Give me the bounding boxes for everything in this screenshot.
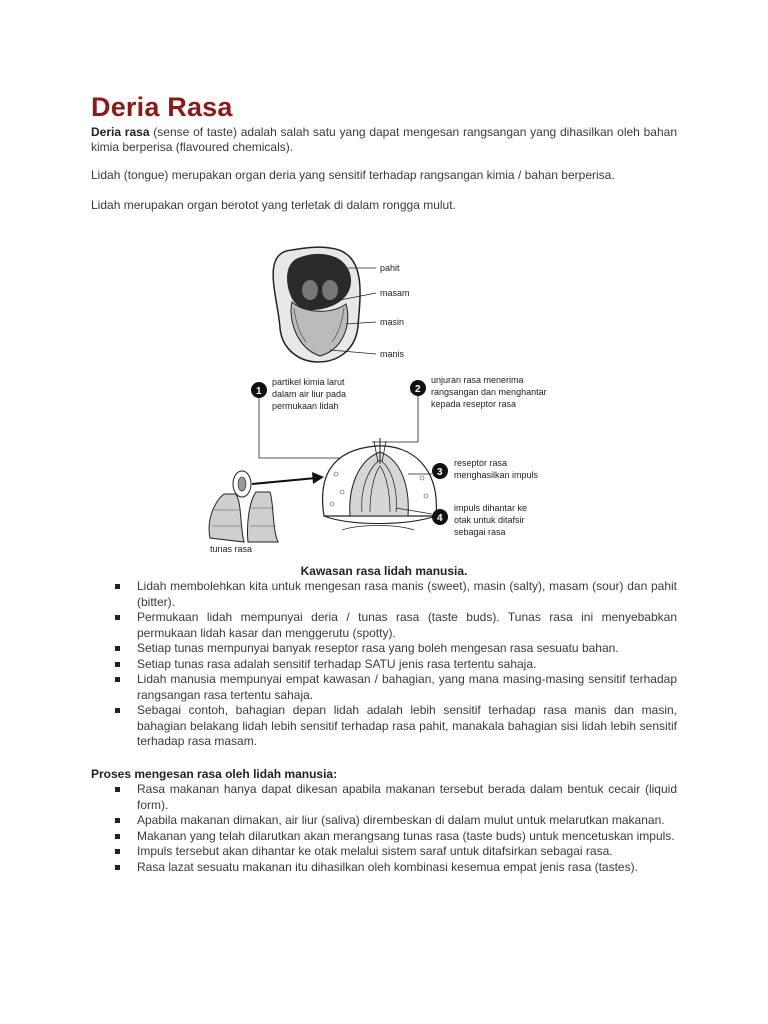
papillae-illustration (209, 471, 324, 542)
bullet-square-icon (115, 849, 120, 854)
bullet-square-icon (115, 787, 120, 792)
step-1-number: 1 (256, 386, 262, 397)
intro-paragraph-1 (91, 125, 677, 155)
bullet-square-icon (115, 584, 120, 589)
step-1-line-3: permukaan lidah (272, 401, 339, 411)
list-item: Setiap tunas mempunyai banyak reseptor rasa yang boleh mengesan rasa sesuatu bahan. (91, 641, 677, 657)
label-manis: manis (380, 349, 405, 359)
step-1-line-2: dalam air liur pada (272, 389, 347, 399)
list-item: Setiap tunas rasa adalah sensitif terhadap SATU jenis rasa tertentu sahaja. (91, 657, 677, 673)
process-list (91, 782, 677, 875)
bullet-square-icon (115, 615, 120, 620)
bullet-square-icon (115, 662, 120, 667)
list-item: Rasa makanan hanya dapat dikesan apabila makanan tersebut berada dalam bentuk cecair (liquid form). (91, 782, 677, 813)
step-3-number: 3 (437, 467, 443, 478)
bullet-square-icon (115, 865, 120, 870)
intro-text: (sense of taste) adalah salah satu yang dapat mengesan rangsangan yang dihasilkan oleh bahan kimia berperisa (flavoured chemicals). (91, 125, 678, 154)
label-masam: masam (380, 288, 410, 298)
label-masin: masin (380, 317, 405, 327)
intro-term: Deria rasa (91, 125, 150, 139)
list-item: Lidah membolehkan kita untuk mengesan rasa manis (sweet), masin (salty), masam (sour) dan pahit (bitter). (91, 579, 677, 610)
bullet-square-icon (115, 834, 120, 839)
section-heading-process: Proses mengesan rasa oleh lidah manusia: (91, 767, 338, 781)
step-4-line-1: impuls dihantar ke (454, 503, 528, 513)
list-item: Lidah manusia mempunyai empat kawasan / bahagian, yang mana masing-masing sensitif terhadap rangsangan rasa tertentu sahaja. (91, 672, 677, 703)
diagram-caption: Kawasan rasa lidah manusia. (300, 564, 468, 578)
bullet-square-icon (115, 708, 120, 713)
intro-paragraph-3: Lidah merupakan organ berotot yang terletak di dalam rongga mulut. (91, 198, 456, 212)
label-tunas-rasa: tunas rasa (210, 544, 253, 554)
intro-paragraph-2: Lidah (tongue) merupakan organ deria yang sensitif terhadap rangsangan kimia / bahan berperisa. (91, 168, 615, 182)
step-4-line-3: sebagai rasa (454, 527, 506, 537)
step-3-line-2: menghasilkan impuls (454, 470, 539, 480)
page-title: Deria Rasa (91, 92, 233, 122)
list-item: Rasa lazat sesuatu makanan itu dihasilkan oleh kombinasi kesemua empat jenis rasa (tastes). (91, 860, 677, 876)
step-2-line-1: unjuran rasa menerima (431, 375, 524, 385)
step-3-line-1: reseptor rasa (454, 458, 508, 468)
label-pahit: pahit (380, 263, 400, 273)
list-item: Impuls tersebut akan dihantar ke otak melalui sistem saraf untuk ditafsirkan sebagai rasa. (91, 844, 677, 860)
taste-facts-list (91, 579, 677, 750)
step-2-line-2: rangsangan dan menghantar (431, 387, 547, 397)
list-item: Permukaan lidah mempunyai deria / tunas rasa (taste buds). Tunas rasa ini menyebabkan permukaan lidah kasar dan menggerutu (spotty). (91, 610, 677, 641)
step-2-number: 2 (415, 384, 421, 395)
tongue-illustration (273, 247, 376, 362)
taste-bud-cross-section (323, 438, 437, 530)
list-item: Apabila makanan dimakan, air liur (saliva) dirembeskan di dalam mulut untuk melarutkan makanan. (91, 813, 677, 829)
tongue-diagram (200, 238, 570, 560)
list-item: Makanan yang telah dilarutkan akan merangsang tunas rasa (taste buds) untuk mencetuskan impuls. (91, 829, 677, 845)
bullet-square-icon (115, 646, 120, 651)
step-1-line-1: partikel kimia larut (272, 377, 345, 387)
bullet-square-icon (115, 677, 120, 682)
step-4-line-2: otak untuk ditafsir (454, 515, 525, 525)
list-item: Sebagai contoh, bahagian depan lidah adalah lebih sensitif terhadap rasa manis dan masin, bahagian belakang lidah lebih sensitif terhadap rasa pahit, manakala bahagian sisi lidah lebih sensitif terhadap rasa masam. (91, 703, 677, 750)
step-2-line-3: kepada reseptor rasa (431, 399, 517, 409)
bullet-square-icon (115, 818, 120, 823)
step-4-number: 4 (437, 513, 443, 524)
